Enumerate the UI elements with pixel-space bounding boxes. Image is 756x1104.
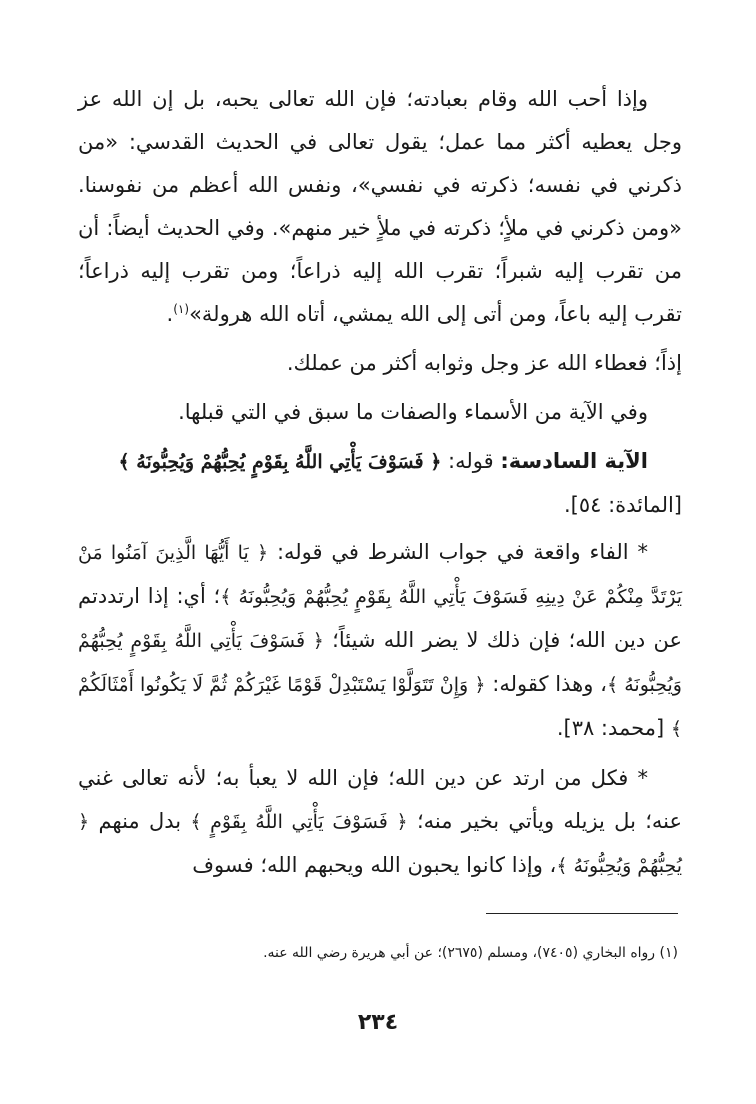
footnote (74, 940, 678, 966)
ayah-heading-label: الآية السادسة: (500, 449, 648, 473)
ayah-heading-word: قوله: (448, 449, 494, 473)
ayah-reference: [المائدة: ٥٤]. (563, 493, 682, 517)
paragraph-1-text: وإذا أحب الله وقام بعبادته؛ فإن الله تعالى يحبه، بل إن الله عز وجل يعطيه أكثر مما عمل؛ يقول تعالى في الحديث القدسي: «من ذكرني في نفسه؛ ذكرته في نفسي»، ونفس الله أعظم من نفوسنا. «ومن ذكرني في ملأٍ؛ ذكرته في ملأٍ خير منهم». وفي الحديث أيضاً: أن من تقرب إليه شبراً؛ تقرب الله إليه ذراعاً؛ ومن تقرب إليه ذراعاً؛ تقرب إليه باعاً، ومن أتى إلى الله يمشي، أتاه الله هرولة» (78, 87, 682, 326)
footnote-number: (١) (659, 945, 678, 961)
paragraph-5-quran-2: ﴿ يُحِبُّهُمْ وَيُحِبُّونَهُ ﴾ (78, 811, 682, 877)
footnote-reference[interactable]: (١) (173, 302, 190, 316)
paragraph-2: إذاً؛ فعطاء الله عز وجل وثوابه أكثر من عملك. (286, 351, 682, 375)
paragraph-1: وإذا أحب الله وقام بعبادته؛ فإن الله تعالى يحبه، بل إن الله عز وجل يعطيه أكثر مما عمل؛ يقول تعالى في الحديث القدسي: «من ذكرني في نفسه؛ ذكرته في نفسي»، ونفس الله أعظم من نفوسنا. «ومن ذكرني في ملأٍ؛ ذكرته في ملأٍ خير منهم». وفي الحديث أيضاً: أن من تقرب إليه شبراً؛ تقرب الله إليه ذراعاً؛ ومن تقرب إليه ذراعاً؛ تقرب إليه باعاً، ومن أتى إلى الله يمشي، أتاه الله هرولة»$^{(١)}$. (78, 87, 682, 326)
footnote-divider (486, 913, 678, 914)
paragraph-4-quran-2: ﴿ فَسَوْفَ يَأْتِي اللَّهُ بِقَوْمٍ يُحِبُّهُمْ وَيُحِبُّونَهُ ﴾ (78, 630, 682, 696)
paragraph-5 (78, 757, 682, 888)
paragraph-4-quran-3: ﴿ وَإِنْ تَتَوَلَّوْا يَسْتَبْدِلْ قَوْمًا غَيْرَكُمْ ثُمَّ لَا يَكُونُوا أَمْثَالَكُمْ ﴾ (78, 674, 682, 740)
paragraph-4-text-1: * الفاء واقعة في جواب الشرط في قوله: (276, 540, 648, 564)
ayah-heading (78, 440, 682, 484)
page-number: ٢٣٤ (357, 1010, 399, 1035)
paragraph-5-quran-1: ﴿ فَسَوْفَ يَأْتِي اللَّهُ بِقَوْمٍ ﴾ (190, 811, 408, 833)
paragraph-4-text-4: [محمد: ٣٨]. (556, 716, 665, 740)
paragraph-4-quran-1: ﴿ يَا أَيُّهَا الَّذِينَ آمَنُوا مَنْ يَرْتَدَّ مِنْكُمْ عَنْ دِينِهِ فَسَوْفَ يَأْتِي اللَّهُ بِقَوْمٍ يُحِبُّهُمْ وَيُحِبُّونَهُ ﴾ (78, 542, 682, 608)
paragraph-5-text-3: ، وإذا كانوا يحبون الله ويحبهم الله؛ فسوف (192, 853, 557, 877)
paragraph-4-text-3: ، وهذا كقوله: (492, 672, 607, 696)
footnote-text: رواه البخاري (٧٤٠٥)، ومسلم (٢٦٧٥)؛ عن أبي هريرة رضي الله عنه. (263, 945, 656, 961)
paragraph-5-text-2: بدل منهم (98, 809, 182, 833)
paragraph-4-text-2: ؛ أي: إذا ارتددتم عن دين الله؛ فإن ذلك لا يضر الله شيئاً؛ (78, 584, 682, 652)
paragraph-5-text-1: * فكل من ارتد عن دين الله؛ فإن الله لا يعبأ به؛ لأنه تعالى غني عنه؛ بل يزيله ويأتي بخير منه؛ (78, 766, 682, 833)
page-body (78, 78, 682, 894)
ayah-heading-quote: ﴿ فَسَوْفَ يَأْتِي اللَّهُ بِقَوْمٍ يُحِبُّهُمْ وَيُحِبُّونَهُ ﴾ (118, 451, 442, 473)
paragraph-4 (78, 531, 682, 751)
paragraph-3: وفي الآية من الأسماء والصفات ما سبق في التي قبلها. (178, 400, 648, 424)
